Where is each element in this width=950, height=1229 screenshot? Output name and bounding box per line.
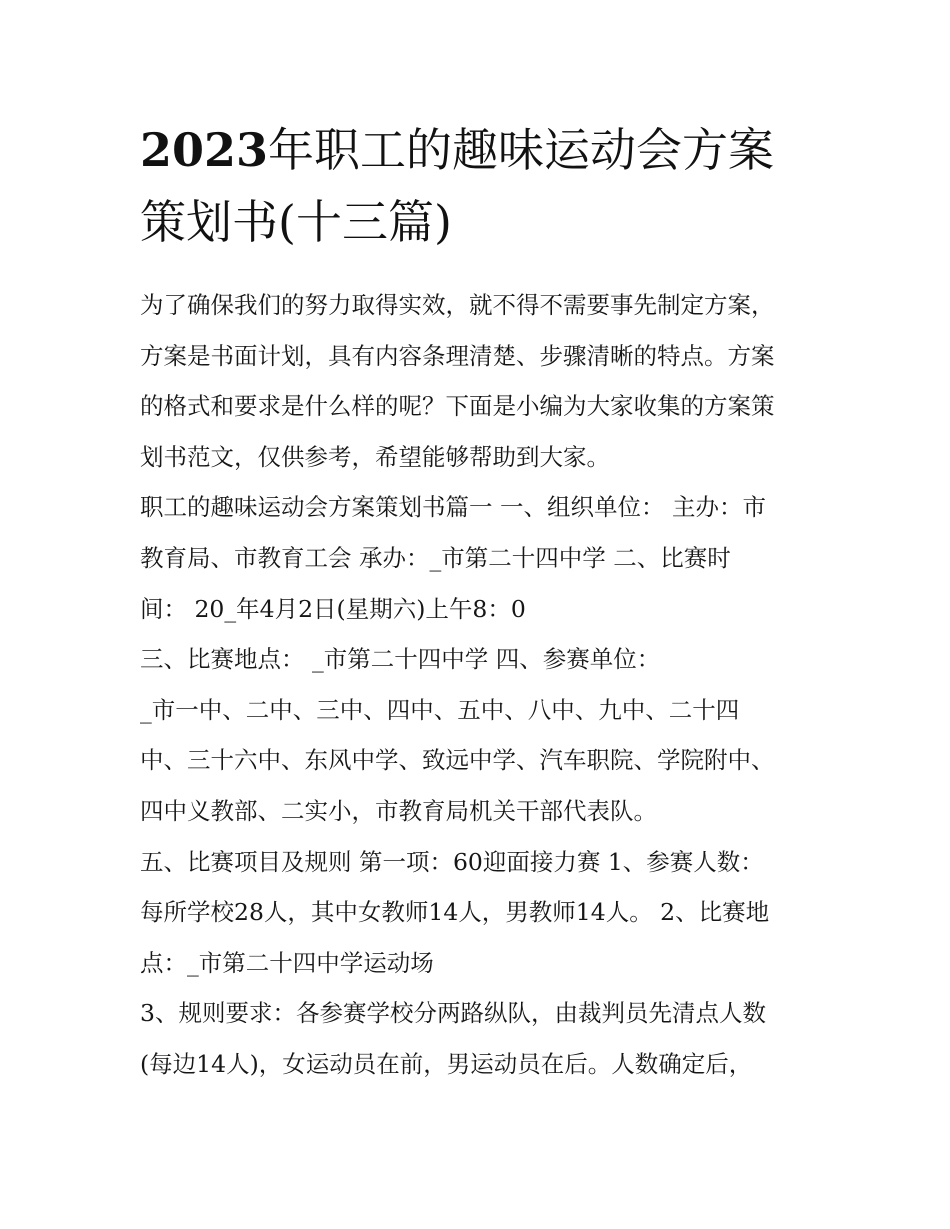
body-line: 每所学校28人，其中女教师14人，男教师14人。 2、比赛地 xyxy=(140,898,770,927)
document-title xyxy=(140,114,840,258)
title-line-1: 2023年职工的趣味运动会方案 xyxy=(140,123,775,177)
body-line: 教育局、市教育工会 承办：_市第二十四中学 二、比赛时 xyxy=(140,543,731,572)
body-line: 中、三十六中、东风中学、致远中学、汽车职院、学院附中、 xyxy=(140,746,775,775)
body-line: 3、规则要求：各参赛学校分两路纵队，由裁判员先清点人数 xyxy=(140,999,766,1028)
body-line: 的格式和要求是什么样的呢？下面是小编为大家收集的方案策 xyxy=(140,392,775,421)
body-line: 四中义教部、二实小，市教育局机关干部代表队。 xyxy=(140,796,657,825)
title-line-2: 策划书(十三篇) xyxy=(140,195,452,249)
body-line: _市一中、二中、三中、四中、五中、八中、九中、二十四 xyxy=(140,695,740,724)
body-line: 划书范文，仅供参考，希望能够帮助到大家。 xyxy=(140,442,610,471)
document-body xyxy=(140,280,830,1090)
body-line: 为了确保我们的努力取得实效，就不得不需要事先制定方案， xyxy=(140,291,775,319)
body-line: 方案是书面计划，具有内容条理清楚、步骤清晰的特点。方案 xyxy=(140,341,775,370)
body-line: (每边14人)，女运动员在前，男运动员在后。人数确定后， xyxy=(140,1049,753,1078)
body-line: 职工的趣味运动会方案策划书篇一 一、组织单位： 主办：市 xyxy=(140,493,766,522)
body-line: 三、比赛地点： _市第二十四中学 四、参赛单位： xyxy=(140,645,661,674)
body-line: 间： 20_年4月2日(星期六)上午8：0 xyxy=(140,594,526,623)
body-line: 五、比赛项目及规则 第一项：60迎面接力赛 1、参赛人数： xyxy=(140,847,764,876)
body-line: 点：_市第二十四中学运动场 xyxy=(140,948,434,977)
